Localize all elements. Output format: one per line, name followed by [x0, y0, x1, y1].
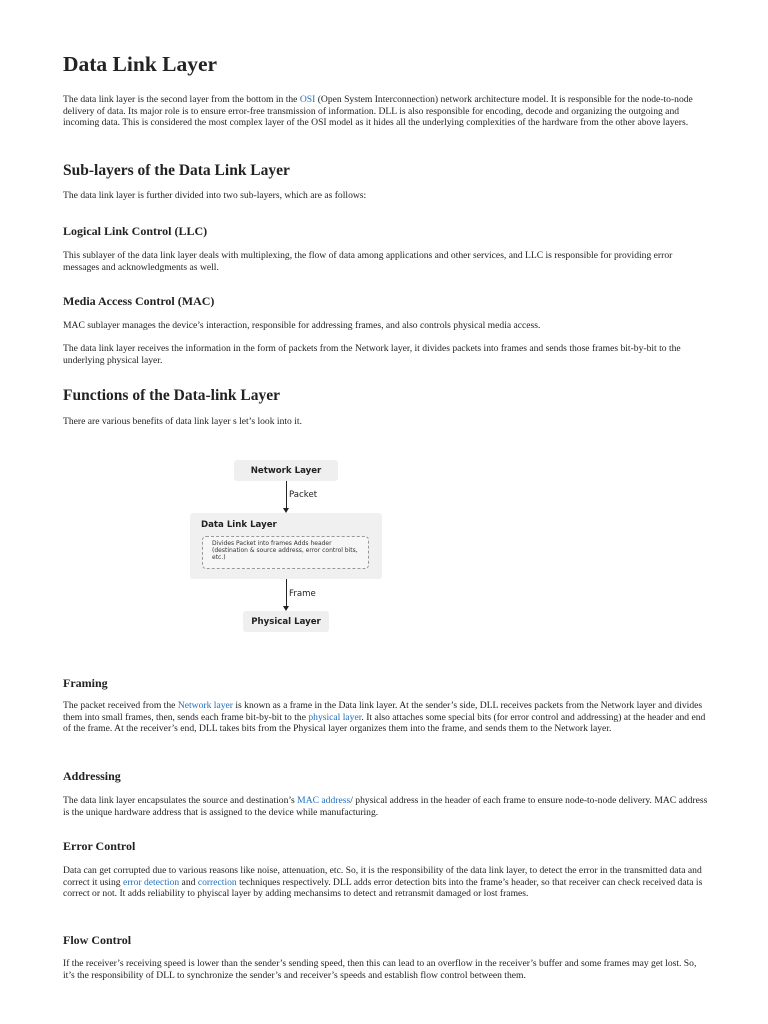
network-layer-box: [234, 460, 338, 481]
dll-diagram: [190, 458, 384, 638]
data-link-layer-description: [202, 536, 369, 569]
error-detection-link[interactable]: error detection: [122, 876, 180, 888]
mac-paragraph-2: The data link layer receives the information in the form of packets from the Network layer, it divides packets into frames and sends those frames bit-by-bit to the underlying physical layer.: [63, 343, 681, 366]
description-line-2: (destination & source address, error control bits,: [212, 547, 358, 554]
framing-text-mid: is known as a frame in the Data link layer. At the sender’s side, DLL receives packets from the Network layer and divides them into small frames, then, sends each frame bit-by-bit to the: [63, 700, 703, 723]
sublayers-intro: The data link layer is further divided into two sub-layers, which are as follows:: [63, 190, 367, 201]
mac-address-link[interactable]: MAC address: [297, 795, 351, 806]
physical-layer-link[interactable]: physical layer: [308, 711, 362, 723]
data-link-layer-box-label: Data Link Layer: [201, 520, 277, 530]
physical-layer-box: [243, 611, 329, 632]
mac-heading: Media Access Control (MAC): [63, 294, 215, 308]
framing-paragraph: [63, 700, 708, 735]
error-control-text-pre: Data can get corrupted due to various reasons like noise, attenuation, etc. So, it is the responsibility of the data link layer, to detect the error in the transmitted data and correct it using: [63, 865, 702, 888]
addressing-text-pre: The data link layer encapsulates the source and destination’s: [63, 795, 298, 806]
addressing-text-post: / physical address in the header of each frame to ensure node-to-node delivery. MAC address is the unique hardware address that is assigned to the device while manufacturing.: [63, 795, 708, 818]
sublayers-heading: Sub-layers of the Data Link Layer: [63, 162, 290, 179]
functions-heading: Functions of the Data-link Layer: [63, 387, 280, 404]
packet-arrow-line: [286, 481, 287, 508]
framing-heading: Framing: [63, 676, 108, 690]
error-control-text-post: techniques respectively. DLL adds error detection bits into the frame’s header, so that receiver can check received data is correct or not. It adds reliability to phyiscal layer by adding mechansims to detect and retransmit damaged or lost frames.: [63, 876, 703, 899]
packet-edge-label: Packet: [289, 490, 318, 500]
flow-control-heading: Flow Control: [63, 933, 132, 947]
framing-text-post: . It also attaches some special bits (for error control and addressing) at the header and end of the frame. At the receiver’s end, DLL takes bits from the Physical layer organizes them into the frame, and sends them to the Network layer.: [63, 711, 706, 734]
flow-control-paragraph: If the receiver’s receiving speed is lower than the sender’s sending speed, then this can lead to an overflow in the receiver’s buffer and some frames may get lost. So, it’s the responsibility of DLL to synchronize the sender’s and receiver’s speeds and establish flow control between them.: [63, 958, 697, 981]
intro-text-pre: The data link layer is the second layer from the bottom in the: [63, 94, 300, 105]
addressing-heading: Addressing: [63, 769, 121, 783]
frame-arrow-line: [286, 579, 287, 606]
network-layer-box-label: Network Layer: [250, 465, 322, 476]
intro-text-post: (Open System Interconnection) network architecture model. It is responsible for the node-to-node delivery of data. Its major role is to ensure error-free transmission of information. DLL is also responsible for encoding, decode and organizing the outgoing and incoming data. This is considered the most complex layer of the OSI model as it hides all the underlying complexities of the hardware from the other above layers.: [63, 94, 693, 128]
physical-layer-box-label: Physical Layer: [251, 616, 321, 627]
description-line-1: Divides Packet into frames Adds header: [212, 540, 332, 547]
page-title: Data Link Layer: [63, 52, 218, 76]
functions-intro: There are various benefits of data link layer s let’s look into it.: [63, 416, 302, 427]
error-control-paragraph: [63, 865, 708, 900]
mac-paragraph-1: MAC sublayer manages the device’s interaction, responsible for addressing frames, and also controls physical media access.: [63, 320, 541, 331]
intro-paragraph: [63, 94, 708, 129]
llc-paragraph: This sublayer of the data link layer deals with multiplexing, the flow of data among applications and other services, and LLC is responsible for providing error messages and acknowledgments as well.: [63, 250, 673, 273]
error-control-heading: Error Control: [63, 839, 136, 853]
error-control-text-mid: and: [179, 876, 198, 888]
data-link-layer-box: [190, 513, 382, 579]
llc-heading: Logical Link Control (LLC): [63, 224, 208, 238]
correction-link[interactable]: correction: [197, 876, 237, 888]
osi-link[interactable]: OSI: [299, 94, 316, 105]
addressing-paragraph: [63, 795, 708, 818]
frame-edge-label: Frame: [289, 589, 316, 599]
description-line-3: etc.): [212, 554, 226, 561]
network-layer-link[interactable]: Network layer: [177, 700, 233, 711]
framing-text-pre: The packet received from the: [63, 700, 178, 711]
